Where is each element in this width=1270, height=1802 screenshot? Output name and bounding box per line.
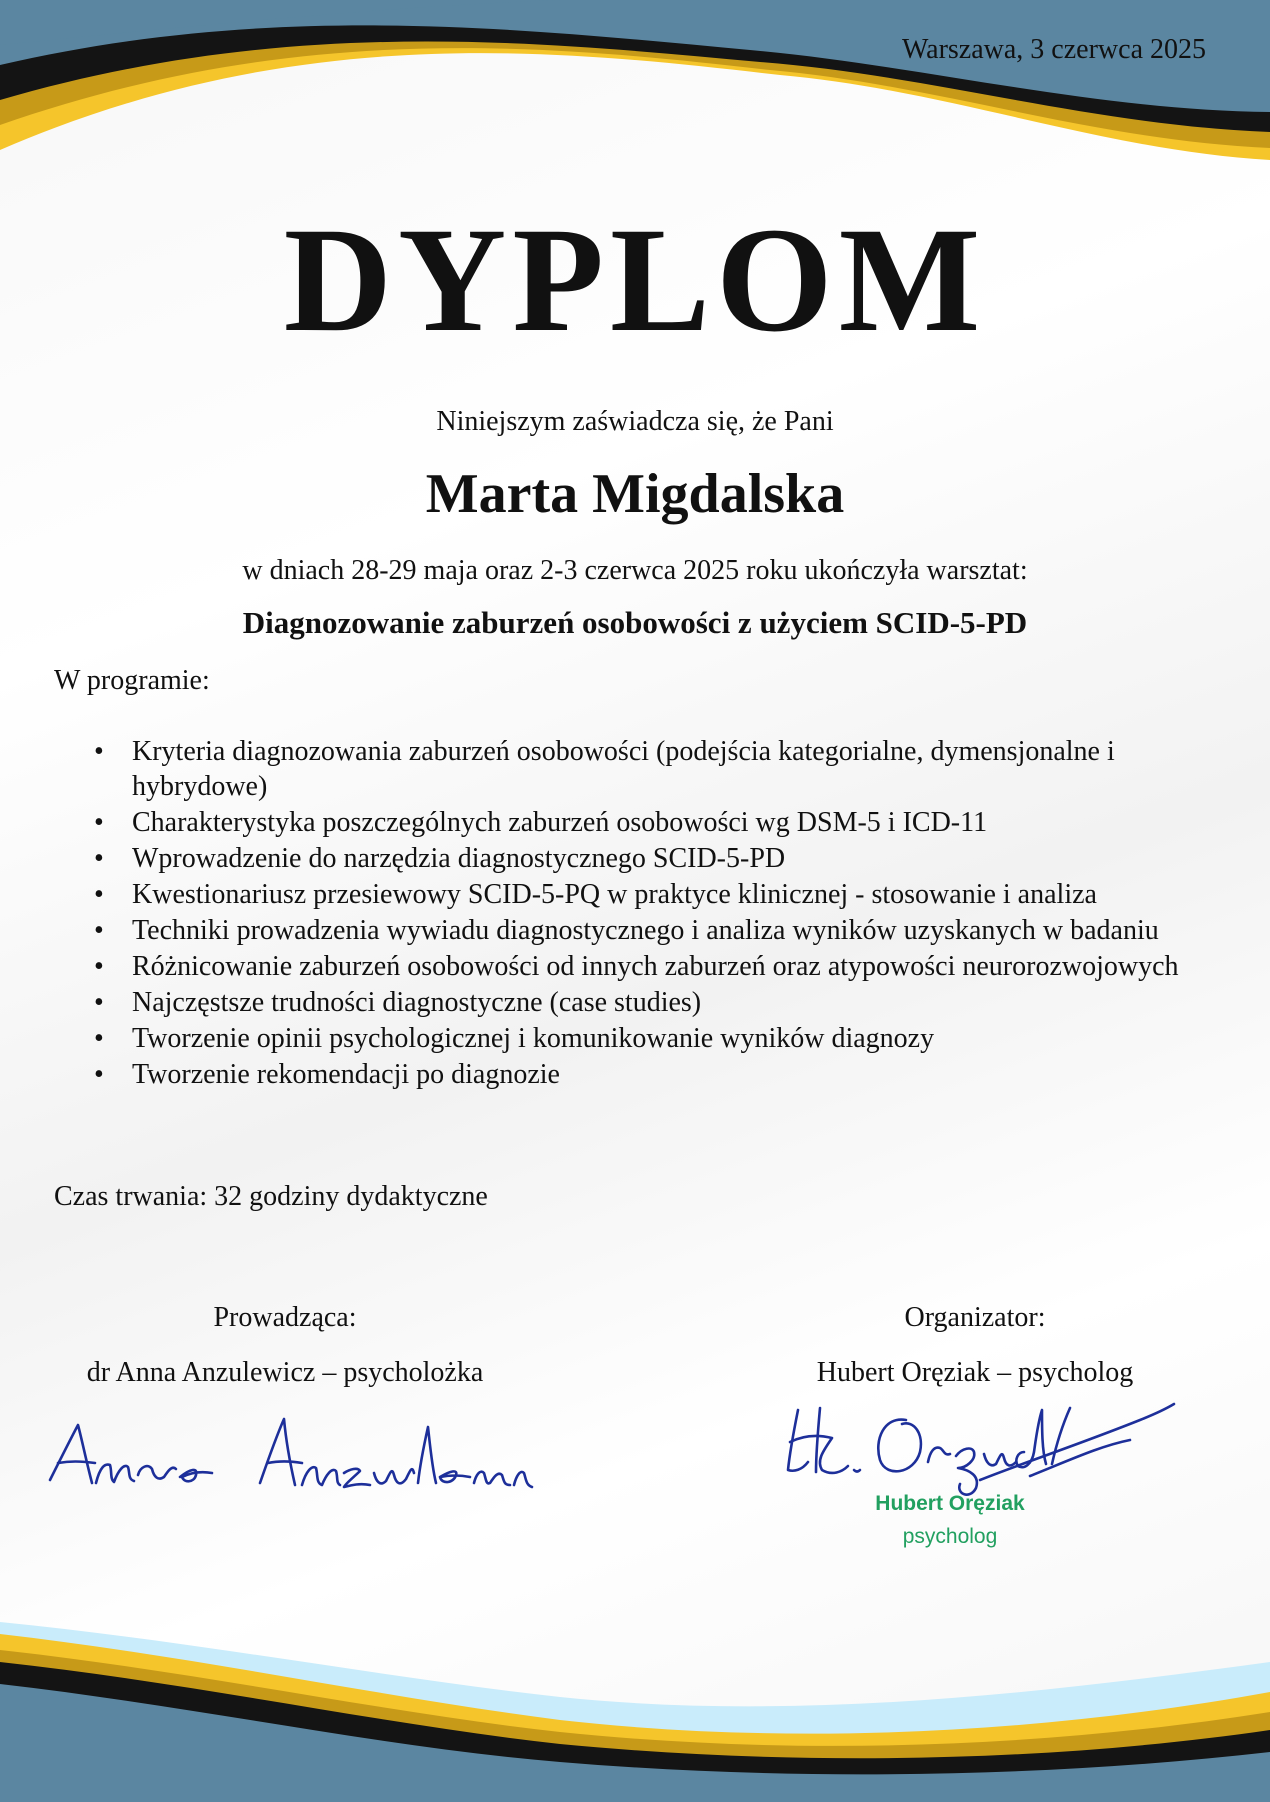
list-item: • Techniki prowadzenia wywiadu diagnostycznego i analiza wyników uzyskanych w badaniu	[86, 913, 1206, 948]
top-wave-decoration	[0, 0, 1270, 190]
list-item: • Wprowadzenie do narzędzia diagnostycznego SCID-5-PD	[86, 841, 1206, 876]
list-item: • Kwestionariusz przesiewowy SCID-5-PQ w praktyce klinicznej - stosowanie i analiza	[86, 877, 1206, 912]
stamp-name: Hubert Oręziak	[875, 1492, 1025, 1515]
instructor-name: dr Anna Anzulewicz – psycholożka	[86, 1357, 484, 1388]
duration-text: Czas trwania: 32 godziny dydaktyczne	[54, 1181, 488, 1212]
organizer-signature	[780, 1390, 1180, 1500]
program-list	[86, 734, 1206, 1093]
program-label: W programie:	[54, 665, 210, 696]
recipient-name: Marta Migdalska	[425, 463, 845, 525]
list-item: • Kryteria diagnozowania zaburzeń osobowości (podejścia kategorialne, dymensjonalne i hybrydowe)	[86, 734, 1206, 804]
list-item: • Charakterystyka poszczególnych zaburzeń osobowości wg DSM-5 i ICD-11	[86, 805, 1206, 840]
course-title: Diagnozowanie zaburzeń osobowości z użyciem SCID-5-PD	[242, 605, 1028, 640]
list-item: • Różnicowanie zaburzeń osobowości od innych zaburzeń oraz atypowości neurorozwojowych	[86, 949, 1206, 984]
document-title: DYPLOM	[283, 197, 987, 363]
bottom-wave-decoration	[0, 1612, 1270, 1802]
stamp-role: psycholog	[902, 1525, 998, 1548]
list-item: • Tworzenie rekomendacji po diagnozie	[86, 1057, 1206, 1092]
list-item: • Najczęstsze trudności diagnostyczne (case studies)	[86, 985, 1206, 1020]
intro-text: Niniejszym zaświadcza się, że Pani	[436, 406, 834, 437]
list-item: • Tworzenie opinii psychologicznej i komunikowanie wyników diagnozy	[86, 1021, 1206, 1056]
completion-text: w dniach 28-29 maja oraz 2-3 czerwca 2025 roku ukończyła warsztat:	[242, 555, 1028, 586]
instructor-signature	[40, 1405, 540, 1515]
organizer-name: Hubert Oręziak – psycholog	[816, 1357, 1134, 1388]
place-date: Warszawa, 3 czerwca 2025	[901, 34, 1206, 65]
organizer-role: Organizator:	[904, 1302, 1046, 1333]
instructor-role: Prowadząca:	[213, 1302, 357, 1333]
